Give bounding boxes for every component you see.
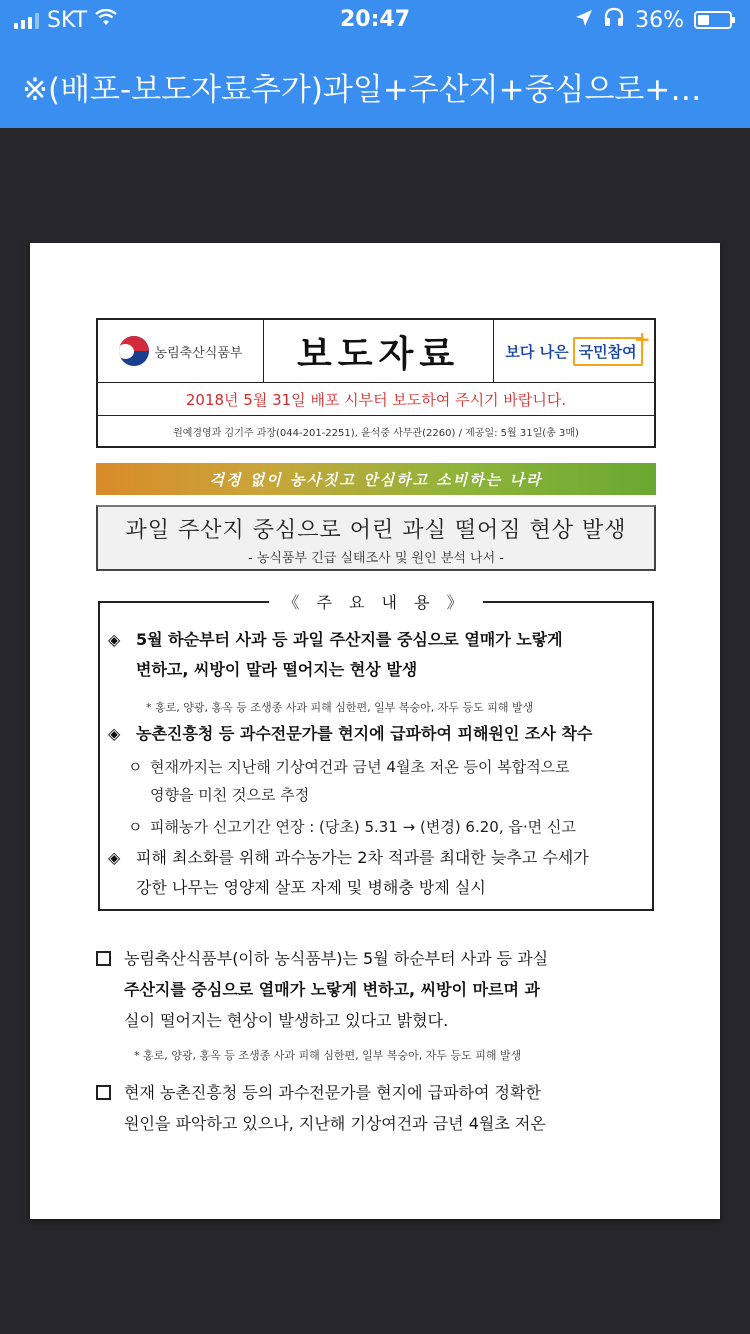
circle-bullet-icon: ㅇ [128,818,143,836]
checkbox-bullet-icon [96,1085,111,1100]
title-bar [0,40,750,128]
diamond-bullet-icon: ◈ [108,630,121,649]
summary-box [98,593,654,911]
bullet2-line1: 농촌진흥청 등 과수전문가를 현지에 급파하여 피해원인 조사 착수 [136,724,593,743]
bullet2-sub1 [128,753,648,809]
contact-info: 원예경영과 김기주 과장(044-201-2251), 윤석중 사무관(2260) / 제공일: 5월 31일(총 3매) [173,427,579,439]
press-release-title: 보도자료 [264,320,494,382]
location-arrow-icon [575,8,593,33]
document-page[interactable] [30,243,720,1219]
carrier-label: SKT [47,8,88,33]
circle-bullet-icon: ㅇ [128,758,143,776]
release-note: 2018년 5월 31일 배포 시부터 보도하여 주시기 바랍니다. [98,383,654,416]
para2-line1: 현재 농촌진흥청 등의 과수전문가를 현지에 급파하여 정확한 [124,1083,541,1102]
bullet1-note: * 홍로, 양광, 홍옥 등 조생종 사과 피해 심한편, 일부 복숭아, 자두 등도 피해 발생 [146,701,534,714]
ministry-name: 농림축산식품부 [154,345,243,361]
summary-bullet-1 [108,625,648,685]
slogan-part2: 국민참여 [578,342,637,361]
slogan-box [573,326,651,366]
slogan-part1: 보다 나은 [505,342,569,361]
press-header-table [96,318,656,448]
checkbox-bullet-icon [96,951,111,966]
summary-bullet-3 [108,843,648,903]
diamond-bullet-icon: ◈ [108,848,121,867]
bullet1-line2: 변하고, 씨방이 말라 떨어지는 현상 발생 [136,660,418,679]
battery-icon [694,11,732,29]
status-time: 20:47 [339,7,411,32]
para1-line2: 주산지를 중심으로 열매가 노랗게 변하고, 씨방이 마르며 과 [124,980,541,999]
bullet3-line1: 피해 최소화를 위해 과수농가는 2차 적과를 최대한 늦추고 수세가 [136,848,589,867]
para2-line2: 원인을 파악하고 있으나, 지난해 기상여건과 금년 4월초 저온 [124,1114,546,1133]
status-bar [0,0,750,40]
headline: 과일 주산지 중심으로 어린 과실 떨어짐 현상 발생 [125,518,627,543]
headphones-icon [603,7,625,33]
body-paragraph-1 [96,943,658,1036]
bullet1-line1: 5월 하순부터 사과 등 과일 주산지를 중심으로 열매가 노랗게 [136,630,563,649]
subheadline: - 농식품부 긴급 실태조사 및 원인 분석 나서 - [248,551,504,566]
bullet2-sub2 [128,813,648,841]
summary-caption-wrap [100,590,652,613]
body-paragraph-2 [96,1077,658,1139]
summary-caption: 《 주 요 내 용 》 [269,593,482,612]
status-right-group [575,7,732,33]
bullet3-line2: 강한 나무는 영양제 살포 자제 및 병해충 방제 실시 [136,878,486,897]
bullet2-sub2-text: 피해농가 신고기간 연장 : (당초) 5.31 → (변경) 6.20, 읍·면 신고 [150,818,576,836]
ministry-cell [98,320,264,382]
headline-box [96,505,656,571]
para1-line3: 실이 떨어지는 현상이 발생하고 있다고 밝혔다. [124,1011,449,1030]
document-title: ※(배포-보도자료추가)과일+주산지+중심으로+… [22,72,702,108]
para1-note: * 홍로, 양광, 홍옥 등 조생종 사과 피해 심한편, 일부 복숭아, 자두 등도 피해 발생 [134,1049,522,1062]
battery-percent: 36% [635,7,684,33]
para1-line1: 농림축산식품부(이하 농식품부)는 5월 하순부터 사과 등 과실 [124,949,549,968]
battery-level [698,15,709,25]
press-header-top-row [98,320,654,383]
bullet2-sub1-line1: 현재까지는 지난해 기상여건과 금년 4월초 저온 등이 복합적으로 [150,758,570,776]
slogan-banner: 걱정 없이 농사짓고 안심하고 소비하는 나라 [96,463,656,495]
plus-icon: + [633,326,651,351]
summary-bullet-2 [108,719,648,749]
slogan-logo [494,320,654,382]
diamond-bullet-icon: ◈ [108,724,121,743]
government-logo-icon [119,336,149,366]
bullet2-sub1-line2: 영향을 미친 것으로 추정 [150,786,310,804]
